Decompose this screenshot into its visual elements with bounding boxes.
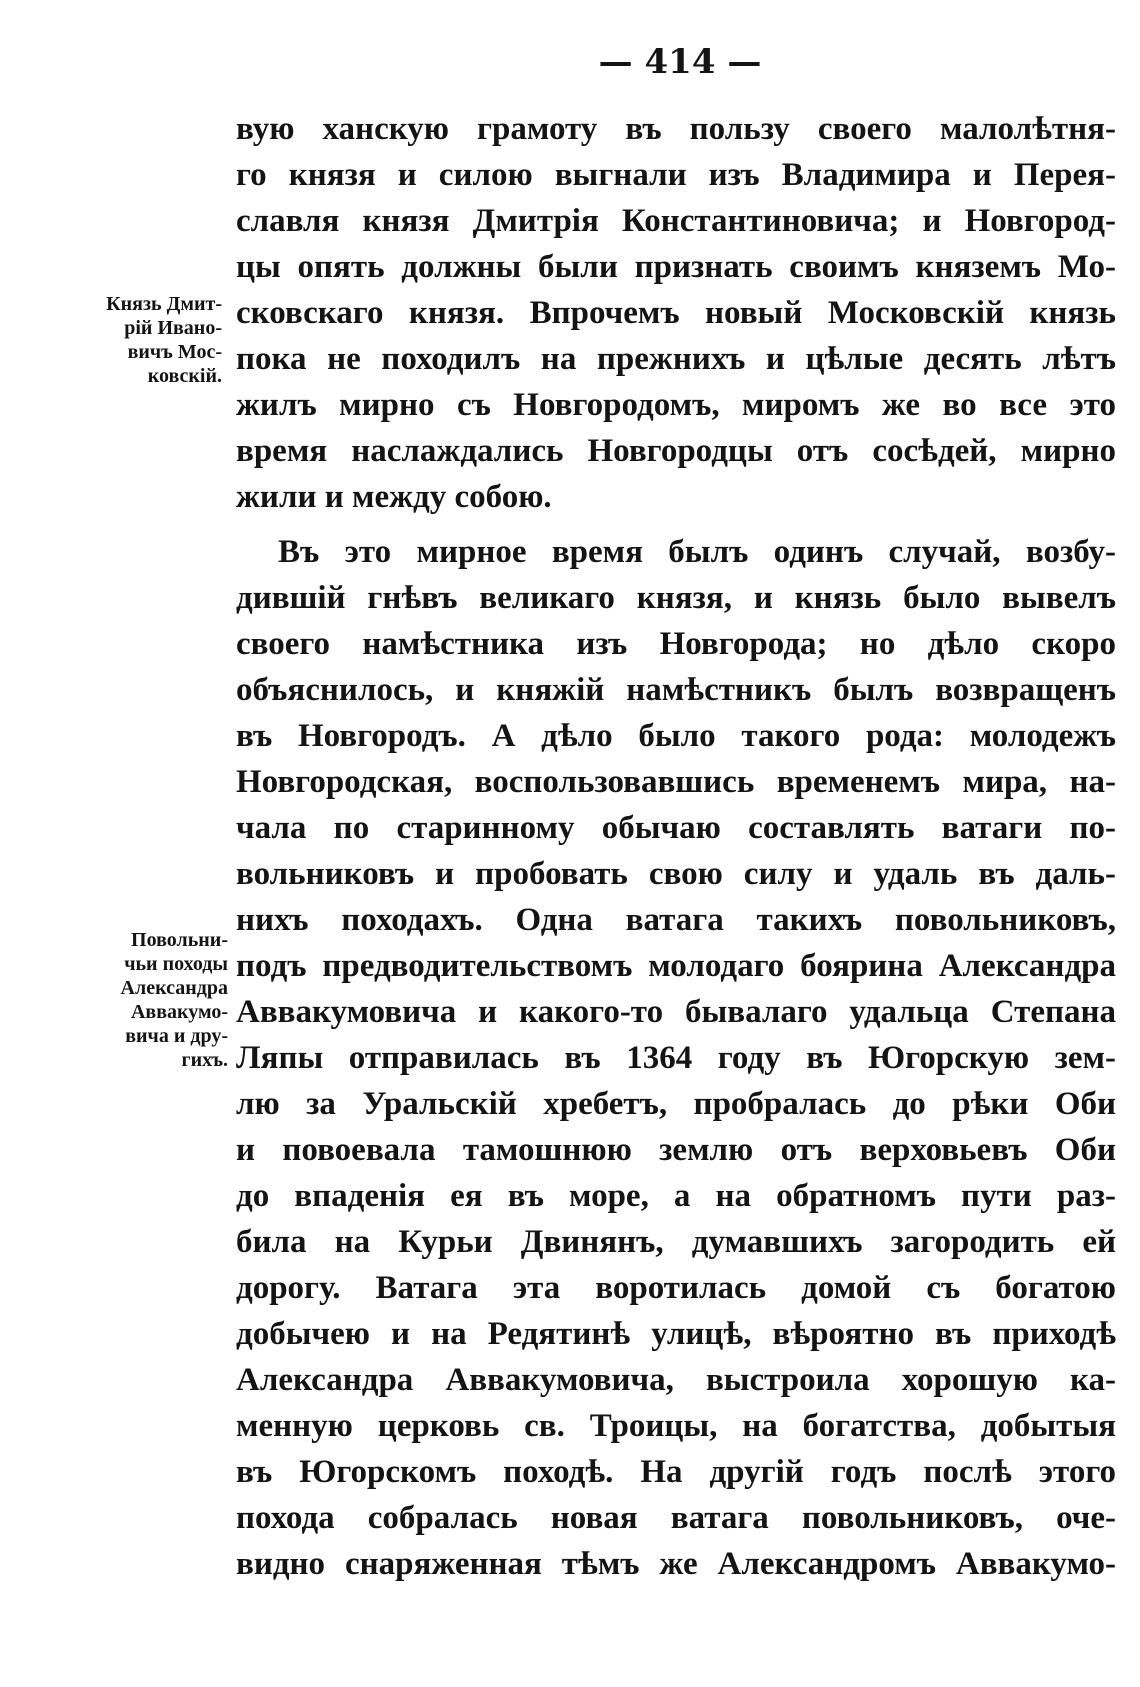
text-line: время наслаждались Новгородцы отъ сосѣдей, мирно <box>236 433 1116 469</box>
body-text <box>236 106 1116 1587</box>
text-line: цы опять должны были признать своимъ княземъ Мо- <box>236 249 1116 285</box>
text-line: дорогу. Ватага эта воротилась домой съ богатою <box>236 1270 1116 1306</box>
text-line: Александра Аввакумовича, выстроила хорошую ка- <box>236 1362 1116 1398</box>
text-line: нихъ походахъ. Одна ватага такихъ повольниковъ, <box>236 902 1116 938</box>
text-line: жилъ мирно съ Новгородомъ, миромъ же во все это <box>236 387 1116 423</box>
margin-note-line: гихъ. <box>181 1049 228 1071</box>
text-line: сковскаго князя. Впрочемъ новый Московскій князь <box>236 295 1116 331</box>
text-line: до впаденія ея въ море, а на обратномъ пути раз- <box>236 1178 1116 1214</box>
margin-note-line: Александра <box>120 977 228 999</box>
text-line: Новгородская, воспользовавшись временемъ мира, на- <box>236 764 1116 800</box>
margin-note-line: чьи походы <box>124 953 228 975</box>
page-number: — 414 — <box>598 42 762 82</box>
margin-note-line: рій Ивано- <box>124 317 222 339</box>
text-line: пока не походилъ на прежнихъ и цѣлые десять лѣтъ <box>236 341 1116 377</box>
margin-note-line: Князь Дмит- <box>106 293 222 315</box>
text-line: Въ это мирное время былъ одинъ случай, возбу- <box>278 534 1116 570</box>
margin-note-line: ковскій. <box>147 365 222 387</box>
margin-note-prince-dmitry <box>82 292 222 388</box>
margin-note-povolniki-campaigns <box>82 928 228 1072</box>
text-line: Аввакумовича и какого-то бывалаго удальца Степана <box>236 994 1116 1030</box>
text-line: менную церковь св. Троицы, на богатства, добытыя <box>236 1408 1116 1444</box>
text-line: чала по старинному обычаю составлять ватаги по- <box>236 810 1116 846</box>
margin-note-line: вичъ Мос- <box>127 341 222 363</box>
text-line: вую ханскую грамоту въ пользу своего малолѣтня- <box>236 111 1116 147</box>
text-line: своего намѣстника изъ Новгорода; но дѣло скоро <box>236 626 1116 662</box>
text-line: лю за Уральскій хребетъ, пробралась до рѣки Оби <box>236 1086 1116 1122</box>
text-line: въ Югорскомъ походѣ. На другій годъ послѣ этого <box>236 1454 1116 1490</box>
text-line: видно снаряженная тѣмъ же Александромъ Аввакумо- <box>236 1546 1116 1582</box>
text-line: жили и между собою. <box>236 479 552 515</box>
text-line: го князя и силою выгнали изъ Владимира и Перея- <box>236 157 1116 193</box>
margin-note-line: Повольни- <box>131 929 228 951</box>
text-line: Ляпы отправилась въ 1364 году въ Югорскую зем- <box>236 1040 1116 1076</box>
text-line: подъ предводительствомъ молодаго боярина Александра <box>236 948 1116 984</box>
text-line: похода собралась новая ватага повольниковъ, оче- <box>236 1500 1116 1536</box>
text-line: славля князя Дмитрія Константиновича; и Новгород- <box>236 203 1116 239</box>
text-line: вольниковъ и пробовать свою силу и удаль въ даль- <box>236 856 1116 892</box>
margin-note-line: Аввакумо- <box>130 1001 228 1023</box>
text-line: била на Курьи Двинянъ, думавшихъ загородить ей <box>236 1224 1116 1260</box>
text-line: объяснилось, и княжій намѣстникъ былъ возвращенъ <box>236 672 1116 708</box>
text-line: въ Новгородъ. А дѣло было такого рода: молодежъ <box>236 718 1116 754</box>
text-line: и повоевала тамошнюю землю отъ верховьевъ Оби <box>236 1132 1116 1168</box>
text-line: добычею и на Редятинѣ улицѣ, вѣроятно въ приходѣ <box>236 1316 1116 1352</box>
paragraph-break <box>236 520 1116 529</box>
text-line: дившій гнѣвъ великаго князя, и князь было вывелъ <box>236 580 1116 616</box>
margin-note-line: вича и дру- <box>125 1025 228 1047</box>
